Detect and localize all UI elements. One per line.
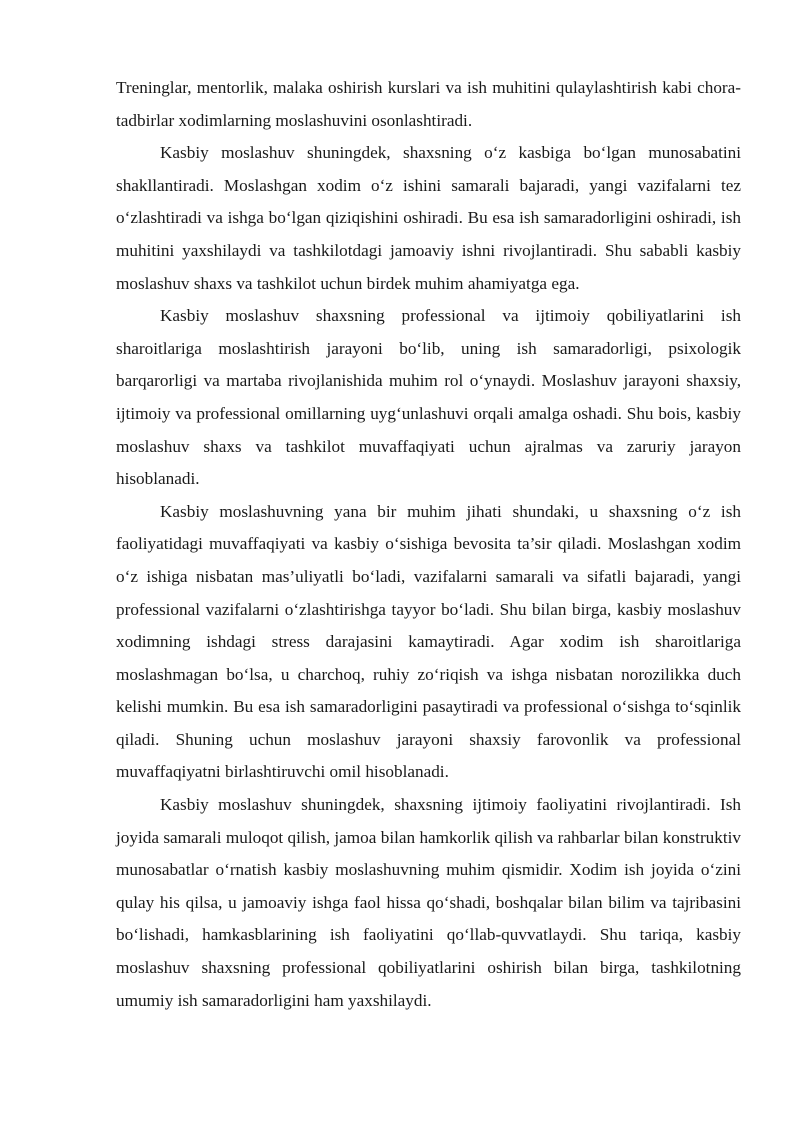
paragraph: Kasbiy moslashuv shaxsning professional va ijtimoiy qobiliyatlarini ish sharoitlariga moslashtirish jarayoni bo‘lib, uning ish samaradorligi, psixologik barqarorligi va martaba rivojlanishida muhim rol o‘ynaydi. Moslashuv jarayoni shaxsiy, ijtimoiy va professional omillarning uyg‘unlashuvi orqali amalga oshadi. Shu bois, kasbiy moslashuv shaxs va tashkilot muvaffaqiyati uchun ajralmas va zaruriy jarayon hisoblanadi. [116,306,741,489]
paragraph: Kasbiy moslashuv shuningdek, shaxsning o‘z kasbiga bo‘lgan munosabatini shakllantiradi. Moslashgan xodim o‘z ishini samarali bajaradi, yangi vazifalarni tez o‘zlashtiradi va ishga bo‘lgan qiziqishini oshiradi. Bu esa ish samaradorligini oshiradi, ish muhitini yaxshilaydi va tashkilotdagi jamoaviy ishni rivojlantiradi. Shu sababli kasbiy moslashuv shaxs va tashkilot uchun birdek muhim ahamiyatga ega. [116,143,741,293]
paragraph: Kasbiy moslashuvning yana bir muhim jihati shundaki, u shaxsning o‘z ish faoliyatidagi muvaffaqiyati va kasbiy o‘sishiga bevosita ta’sir qiladi. Moslashgan xodim o‘z ishiga nisbatan mas’uliyatli bo‘ladi, vazifalarni samarali va sifatli bajaradi, yangi professional vazifalarni o‘zlashtirishga tayyor bo‘ladi. Shu bilan birga, kasbiy moslashuv xodimning ishdagi stress darajasini kamaytiradi. Agar xodim ish sharoitlariga moslashmagan bo‘lsa, u charchoq, ruhiy zo‘riqish va ishga nisbatan norozilikka duch kelishi mumkin. Bu esa ish samaradorligini pasaytiradi va professional o‘sishga to‘sqinlik qiladi. Shuning uchun moslashuv jarayoni shaxsiy farovonlik va professional muvaffaqiyatni birlashtiruvchi omil hisoblanadi. [116,501,741,782]
paragraph-continuation: Treninglar, mentorlik, malaka oshirish kurslari va ish muhitini qulaylashtirish kabi chora-tadbirlar xodimlarning moslashuvini osonlashtiradi. [116,78,741,130]
body-text [116,72,741,1017]
paragraph: Kasbiy moslashuv shuningdek, shaxsning ijtimoiy faoliyatini rivojlantiradi. Ish joyida samarali muloqot qilish, jamoa bilan hamkorlik qilish va rahbarlar bilan konstruktiv munosabatlar o‘rnatish kasbiy moslashuvning muhim qismidir. Xodim ish joyida o‘zini qulay his qilsa, u jamoaviy ishga faol hissa qo‘shadi, boshqalar bilan bilim va tajribasini bo‘lishadi, hamkasblarining ish faoliyatini qo‘llab-quvvatlaydi. Shu tariqa, kasbiy moslashuv shaxsning professional qobiliyatlarini oshirish bilan birga, tashkilotning umumiy ish samaradorligini ham yaxshilaydi. [116,795,741,1010]
